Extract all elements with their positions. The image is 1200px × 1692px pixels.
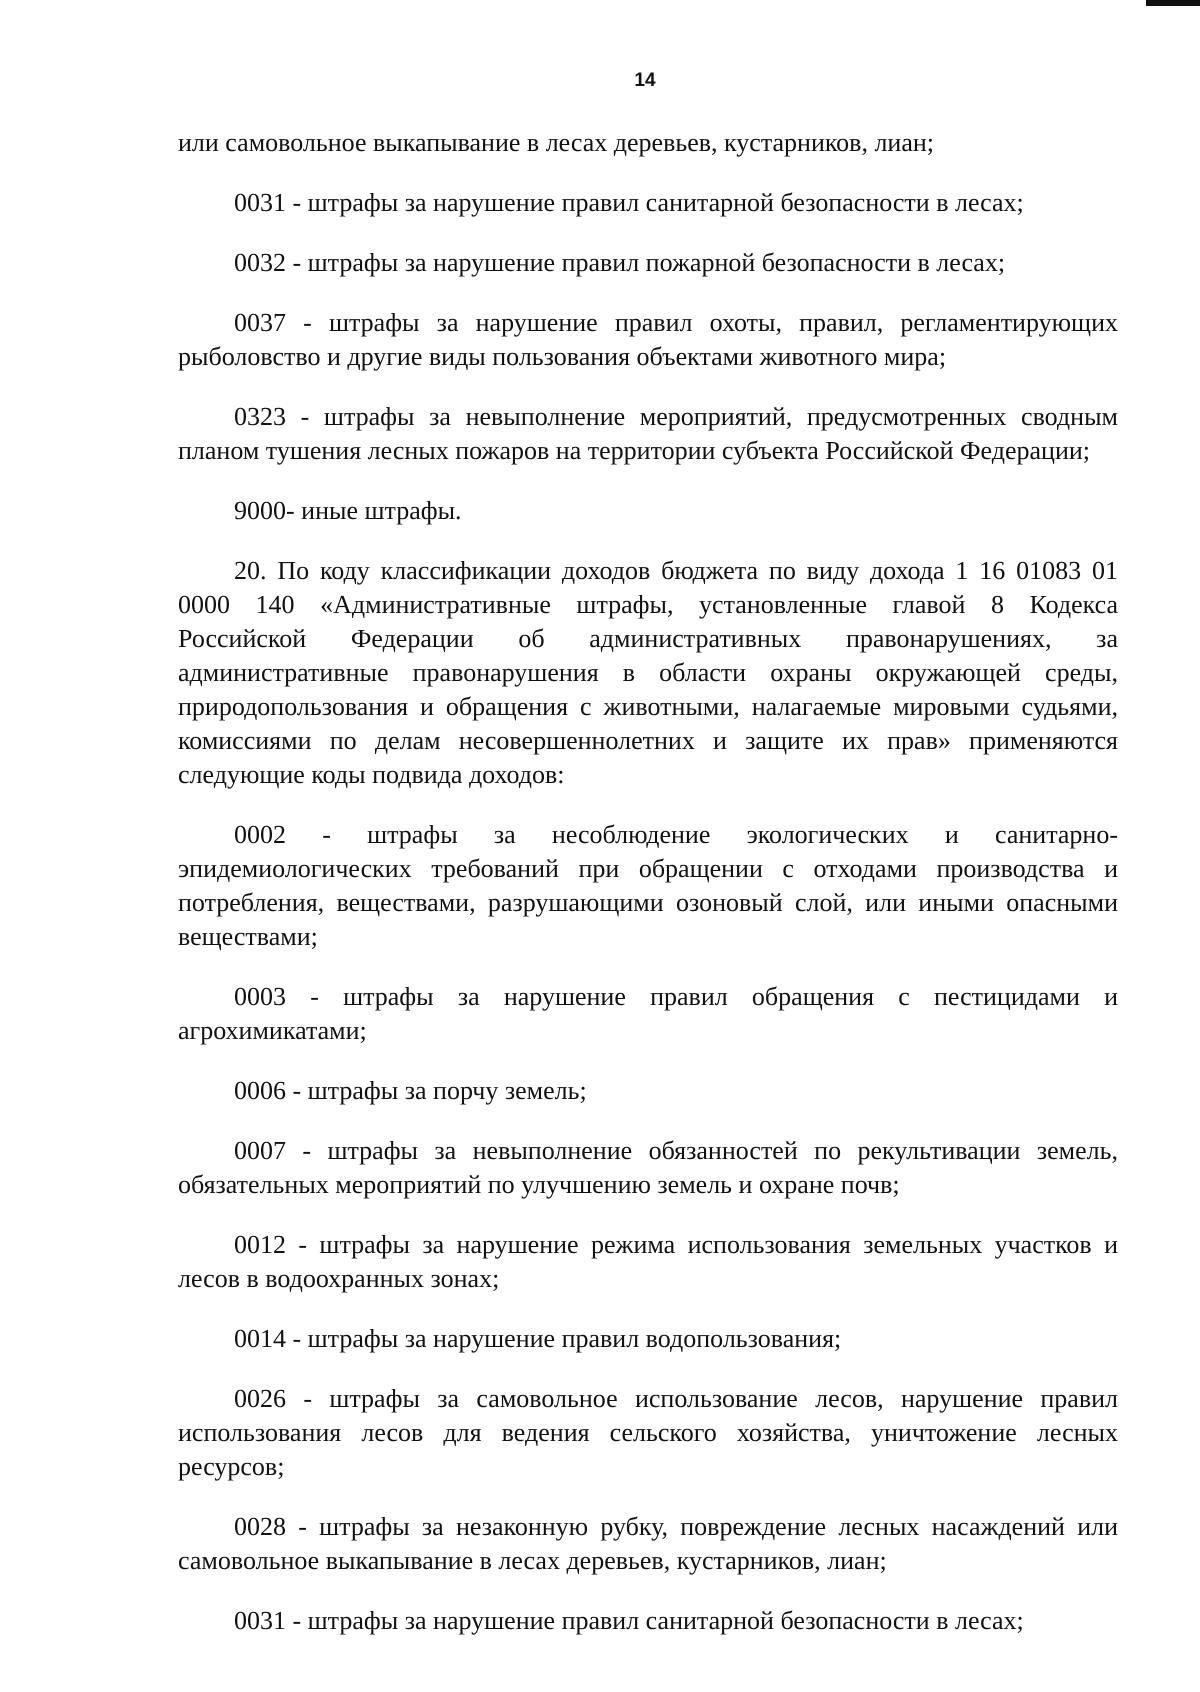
- page-number: 14: [634, 70, 656, 91]
- paragraph-item-20: 20. По коду классификации доходов бюджета по виду дохода 1 16 01083 01 0000 140 «Административные штрафы, установленные главой 8 Кодекса Российской Федерации об административных правонарушениях, за административные правонарушения в области охраны окружающей среды, природопользования и обращения с животными, налагаемые мировыми судьями, комиссиями по делам несовершеннолетних и защите их прав» применяются следующие коды подвида доходов:: [178, 556, 1118, 789]
- paragraph-code-0014: 0014 - штрафы за нарушение правил водопользования;: [234, 1324, 842, 1353]
- document-body: [178, 126, 1118, 1664]
- paragraph-code-0031-repeat: 0031 - штрафы за нарушение правил санитарной безопасности в лесах;: [234, 1606, 1024, 1635]
- paragraph-code-0037: 0037 - штрафы за нарушение правил охоты, правил, регламентирующих рыболовство и другие виды пользования объектами животного мира;: [178, 308, 1118, 371]
- paragraph-code-0006: 0006 - штрафы за порчу земель;: [234, 1076, 587, 1105]
- scan-corner-mark: [1146, 0, 1200, 6]
- paragraph-code-0323: 0323 - штрафы за невыполнение мероприятий, предусмотренных сводным планом тушения лесных пожаров на территории субъекта Российской Федерации;: [178, 402, 1118, 465]
- paragraph-code-0026: 0026 - штрафы за самовольное использование лесов, нарушение правил использования лесов для ведения сельского хозяйства, уничтожение лесных ресурсов;: [178, 1384, 1118, 1481]
- paragraph-code-0032: 0032 - штрафы за нарушение правил пожарной безопасности в лесах;: [234, 248, 1006, 277]
- paragraph-code-9000: 9000- иные штрафы.: [234, 496, 462, 525]
- paragraph-code-0031: 0031 - штрафы за нарушение правил санитарной безопасности в лесах;: [234, 188, 1024, 217]
- paragraph-code-0012: 0012 - штрафы за нарушение режима использования земельных участков и лесов в водоохранных зонах;: [178, 1230, 1118, 1293]
- paragraph-code-0007: 0007 - штрафы за невыполнение обязанностей по рекультивации земель, обязательных мероприятий по улучшению земель и охране почв;: [178, 1136, 1118, 1199]
- paragraph-continuation: или самовольное выкапывание в лесах деревьев, кустарников, лиан;: [178, 128, 935, 157]
- paragraph-code-0003: 0003 - штрафы за нарушение правил обращения с пестицидами и агрохимикатами;: [178, 982, 1118, 1045]
- paragraph-code-0028: 0028 - штрафы за незаконную рубку, повреждение лесных насаждений или самовольное выкапывание в лесах деревьев, кустарников, лиан;: [178, 1512, 1118, 1575]
- paragraph-code-0002: 0002 - штрафы за несоблюдение экологических и санитарно-эпидемиологических требований при обращении с отходами производства и потребления, веществами, разрушающими озоновый слой, или иными опасными веществами;: [178, 820, 1118, 951]
